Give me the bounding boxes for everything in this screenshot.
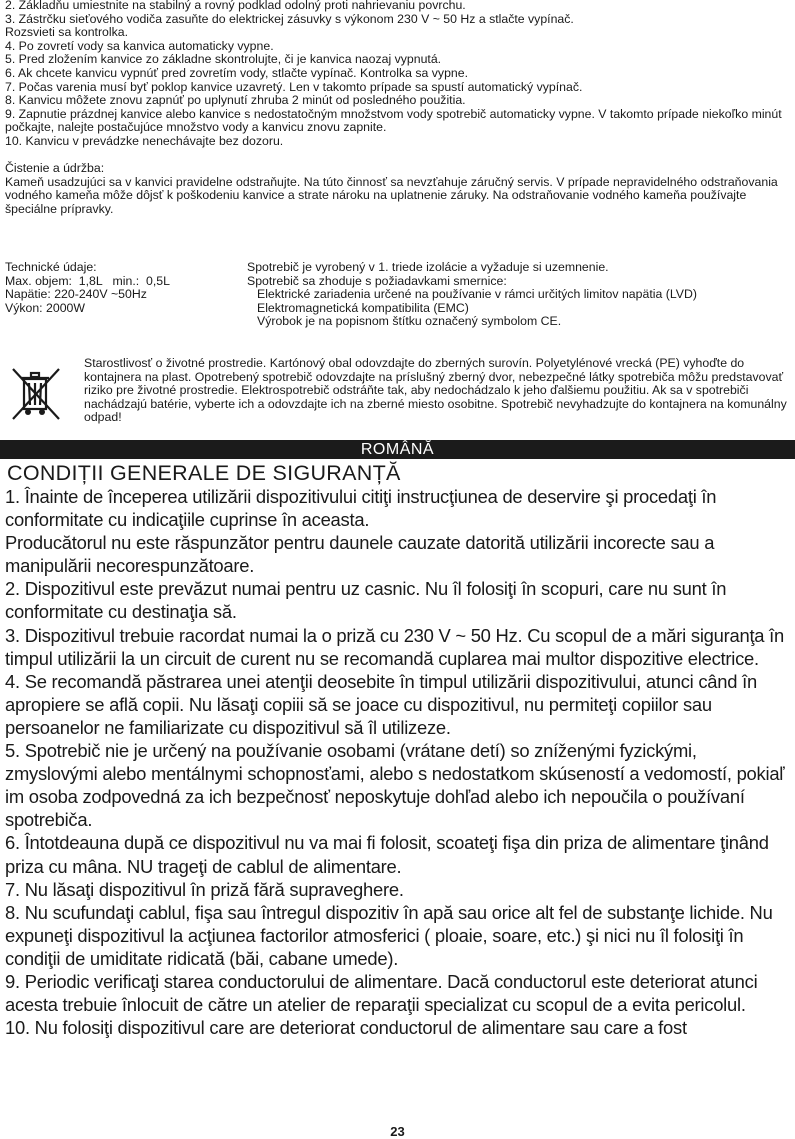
- compliance-line: Výrobok je na popisnom štítku označený symbolom CE.: [257, 314, 562, 329]
- list-item: 10. Kanvicu v prevádzke nenechávajte bez dozoru.: [5, 133, 284, 148]
- cleaning-text: Kameň usadzujúci sa v kanvici pravidelne odstraňujte. Na túto činnosť sa nevzťahuje záručný servis. V prípade nepravidelného odstraňovania vodného kameňa môže dôjsť k poškodeniu kanvice a strate nároku na uplatnenie záruky. Na odstraňovanie vodného kameňa používajte špeciálne prípravky.: [5, 174, 778, 216]
- list-item: 3. Dispozitivul trebuie racordat numai la o priză cu 230 V ~ 50 Hz. Cu scopul de a mări siguranţa în timpul utilizării la un circuit de curent nu se recomandă cuplarea mai multor dispozitive electrice.: [5, 624, 784, 669]
- slovak-instructions: [5, 0, 790, 217]
- list-item: 9. Periodic verificaţi starea conductorului de alimentare. Dacă conductorul este deteriorat atunci acesta trebuie înlocuit de către un atelier de reparaţii specializat cu scopul de a evita pericolul.: [5, 970, 758, 1016]
- list-item: 7. Nu lăsaţi dispozitivul în priză fără supraveghere.: [5, 878, 404, 900]
- tech-volume: Max. objem: 1,8L min.: 0,5L: [5, 273, 170, 288]
- tech-title: Technické údaje:: [5, 260, 97, 274]
- list-item: 3. Zástrčku sieťového vodiča zasuňte do elektrickej zásuvky s výkonom 230 V ~ 50 Hz a stlačte vypínač.: [5, 11, 574, 26]
- list-item: Rozsvieti sa kontrolka.: [5, 25, 129, 40]
- crossed-out-bin-icon: [5, 363, 69, 423]
- technical-section: [5, 261, 790, 349]
- language-header: ROMÂNĂ: [0, 440, 795, 459]
- page-number: 23: [390, 1124, 405, 1139]
- technical-data: [5, 261, 240, 315]
- list-item: 8. Kanvicu môžete znovu zapnúť po uplynutí zhruba 2 minút od posledného použitia.: [5, 93, 466, 108]
- list-item: 9. Zapnutie prázdnej kanvice alebo kanvice s nedostatočným množstvom vody spotrebič automaticky vypne. V takomto prípade niekoľko minút počkajte, nalejte postačujúce množstvo vody a kanvicu znovu zapnite.: [5, 106, 782, 135]
- list-item: 8. Nu scufundaţi cablul, fişa sau întregul dispozitiv în apă sau orice alt fel de substanţe lichide. Nu expuneţi dispozitivul la acţiunea factorilor atmosferici ( ploaie, soare, etc.) şi nici nu îl folosiţi în condiţii de umiditate ridicată (băi, cabane umede).: [5, 901, 773, 969]
- list-item: 1. Înainte de începerea utilizării dispozitivului citiţi instrucţiunea de deservire şi procedaţi în conformitate cu indicaţiile cuprinse în aceasta.: [5, 486, 717, 531]
- environment-section: [5, 357, 790, 432]
- list-item: 5. Spotrebič nie je určený na používanie osobami (vrátane detí) so zníženými fyzickými, zmyslovými alebo mentálnymi schopnosťami, alebo s nedostatkom skúseností a vedomostí, pokiaľ im osoba zodpovedná za ich bezpečnosť neposkytuje dohľad alebo ich nepoučila o používaní spotrebiča.: [5, 740, 785, 831]
- compliance-line: Spotrebič sa zhoduje s požiadavkami smernice:: [247, 273, 507, 288]
- romanian-instructions: [5, 485, 792, 1039]
- list-item: 2. Dispozitivul este prevăzut numai pentru uz casnic. Nu îl folosiţi în scopuri, care nu sunt în conformitate cu destinaţia să.: [5, 578, 727, 623]
- tech-voltage: Napätie: 220-240V ~50Hz: [5, 287, 147, 302]
- compliance-info: [247, 261, 787, 329]
- list-item: 4. Se recomandă păstrarea unei atenţii deosebite în timpul utilizării dispozitivului, atunci când în apropiere se află copii. Nu lăsaţi copiii să se joace cu dispozitivul, nu permiteţi copiilor sau persoanelor ne familiarizate cu dispozitivul să îl utilizeze.: [5, 670, 757, 738]
- list-item: 2. Základňu umiestnite na stabilný a rovný podklad odolný proti nahrievaniu povrchu.: [5, 0, 466, 12]
- cleaning-heading: Čistenie a údržba:: [5, 161, 105, 176]
- tech-power: Výkon: 2000W: [5, 300, 85, 315]
- compliance-line: Elektrické zariadenia určené na používanie v rámci určitých limitov napätia (LVD): [257, 287, 697, 302]
- page-title: CONDIȚII GENERALE DE SIGURANȚĂ: [7, 461, 401, 485]
- compliance-line: Elektromagnetická kompatibilita (EMC): [257, 300, 469, 315]
- list-item: Producătorul nu este răspunzător pentru daunele cauzate datorită utilizării incorecte sau a manipulării necorespunzătoare.: [5, 532, 715, 577]
- list-item: 6. Întotdeauna după ce dispozitivul nu va mai fi folosit, scoateţi fişa din priza de alimentare ţinând priza cu mâna. NU trageţi de cablul de alimentare.: [5, 832, 769, 877]
- list-item: 7. Počas varenia musí byť poklop kanvice uzavretý. Len v takomto prípade sa spustí automatický vypínač.: [5, 79, 583, 94]
- compliance-line: Spotrebič je vyrobený v 1. triede izolácie a vyžaduje si uzemnenie.: [247, 260, 609, 274]
- list-item: 5. Pred zložením kanvice zo základne skontrolujte, či je kanvica naozaj vypnutá.: [5, 52, 442, 67]
- environment-text: Starostlivosť o životné prostredie. Kartónový obal odovzdajte do zberných surovín. Polyetylénové vrecká (PE) vyhoďte do kontajnera na plast. Opotrebený spotrebič odovzdajte na príslušný zberný dvor, nebezpečné látky spotrebiča môžu predstavovať riziko pre životné prostredie. Elektrospotrebič odstráňte tak, aby nedochádzalo k jeho ďalšiemu použitiu. Ak sa v spotrebiči nachádzajú batérie, vyberte ich a odovzdajte ich na zberné miesto osobitne. Spotrebič nevyhadzujte do kontajnera na komunálny odpad!: [84, 356, 787, 425]
- list-item: 6. Ak chcete kanvicu vypnúť pred zovretím vody, stlačte vypínač. Kontrolka sa vypne.: [5, 65, 469, 80]
- list-item: 10. Nu folosiţi dispozitivul care are deteriorat conductorul de alimentare sau care a fost: [5, 1017, 687, 1039]
- list-item: 4. Po zovretí vody sa kanvica automaticky vypne.: [5, 38, 274, 53]
